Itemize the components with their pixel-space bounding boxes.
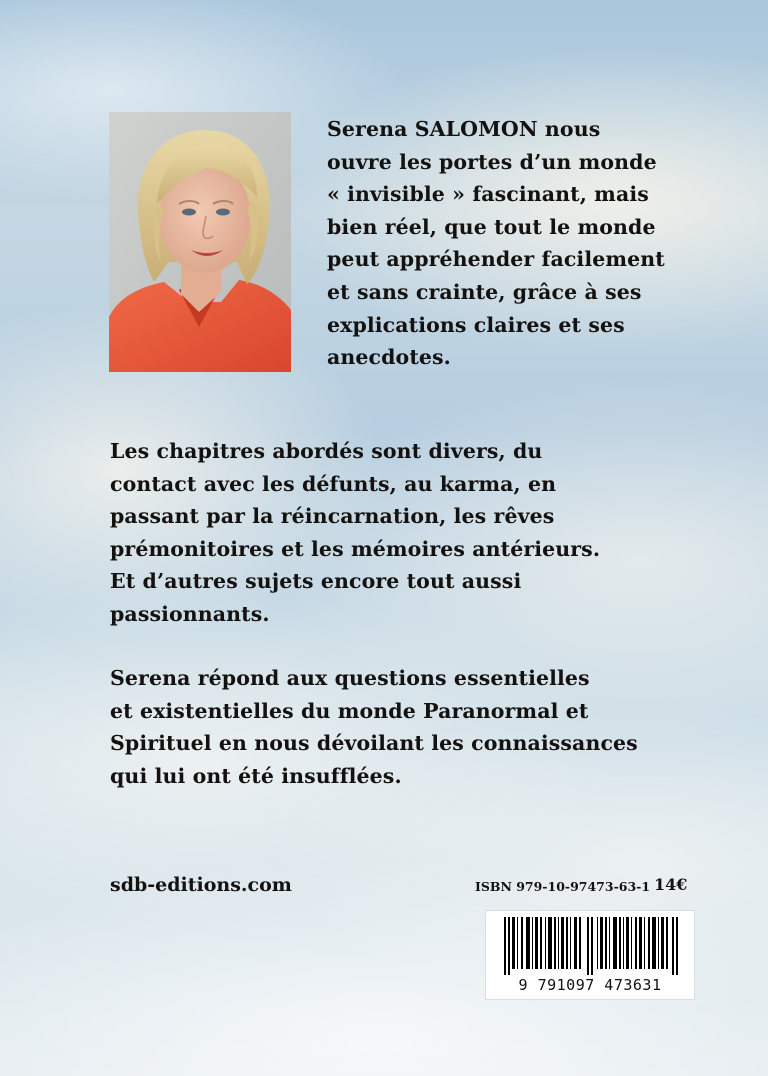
price-label: 14€ <box>654 875 688 894</box>
barcode <box>485 910 695 1000</box>
isbn-label: ISBN 979-10-97473-63-1 <box>475 879 651 894</box>
barcode-number: 9 791097 473631 <box>518 976 662 994</box>
author-photo <box>109 112 291 372</box>
summary-paragraph: Serena répond aux questions essentielles et existentielles du monde Paranormal et Spirituel en nous dévoilant les connaissances qui lui ont été insufflées. <box>110 666 638 788</box>
author-intro-paragraph: Serena SALOMON nous ouvre les portes d’un monde « invisible » fascinant, mais bien réel, que tout le monde peut appréhender facilement et sans crainte, grâce à ses explications claires et ses anecdotes. <box>327 117 665 370</box>
publisher-website: sdb-editions.com <box>110 874 292 896</box>
chapters-paragraph: Les chapitres abordés sont divers, du contact avec les défunts, au karma, en passant par la réincarnation, les rêves prémonitoires et les mémoires antérieurs. Et d’autres sujets encore tout aussi passionnants. <box>110 439 601 626</box>
author-portrait-illustration <box>109 112 291 372</box>
barcode-bars <box>494 917 688 975</box>
